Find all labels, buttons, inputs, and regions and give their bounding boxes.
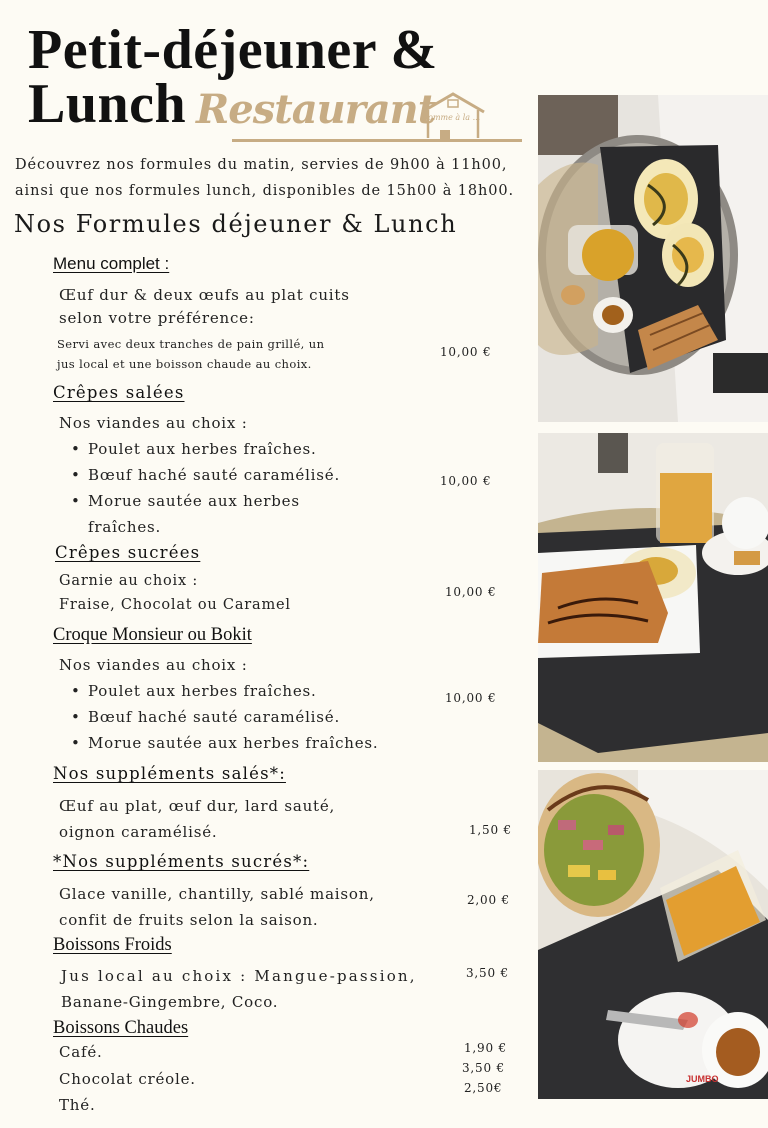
boissons-froids-price: 3,50 € bbox=[466, 966, 509, 980]
crepes-salees-intro: Nos viandes au choix : bbox=[59, 414, 248, 432]
breakfast-photo bbox=[538, 95, 768, 422]
supp-sales-title: Nos suppléments salés*: bbox=[53, 764, 286, 783]
intro-line2: ainsi que nos formules lunch, disponibles de 15h00 à 18h00. bbox=[15, 183, 515, 199]
boissons-froids-line2: Banane-Gingembre, Coco. bbox=[61, 993, 279, 1011]
crepes-sucrees-line1: Garnie au choix : bbox=[59, 573, 199, 589]
crepes-salees-item: • Bœuf haché sauté caramélisé. bbox=[88, 466, 340, 484]
page-title-line2: Lunch bbox=[28, 73, 187, 135]
crepe-photo bbox=[538, 433, 768, 762]
croque-title: Croque Monsieur ou Bokit bbox=[53, 625, 252, 645]
croque-intro: Nos viandes au choix : bbox=[59, 656, 248, 674]
boissons-chaudes-price: 1,90 € bbox=[464, 1041, 507, 1055]
boissons-chaudes-title: Boissons Chaudes bbox=[53, 1018, 189, 1038]
croque-item: • Poulet aux herbes fraîches. bbox=[88, 682, 317, 700]
boissons-chaudes-price: 3,50 € bbox=[462, 1061, 505, 1075]
supp-sales-line1: Œuf au plat, œuf dur, lard sauté, bbox=[59, 797, 336, 815]
croque-item: • Bœuf haché sauté caramélisé. bbox=[88, 708, 340, 726]
crepes-salees-price: 10,00 € bbox=[440, 474, 492, 488]
boissons-chaudes-item: Café. bbox=[59, 1043, 103, 1061]
supp-sales-price: 1,50 € bbox=[469, 823, 512, 837]
croque-item: • Morue sautée aux herbes fraîches. bbox=[88, 734, 378, 752]
intro-line1: Découvrez nos formules du matin, servies de 9h00 à 11h00, bbox=[15, 157, 508, 173]
boissons-chaudes-price: 2,50€ bbox=[464, 1081, 503, 1095]
menu-complet-small1: Servi avec deux tranches de pain grillé, un bbox=[57, 337, 325, 351]
crepes-salees-item: • Poulet aux herbes fraîches. bbox=[88, 440, 317, 458]
menu-complet-price: 10,00 € bbox=[440, 345, 492, 359]
crepes-sucrees-title: Crêpes sucrées bbox=[55, 543, 201, 562]
crepes-salees-title: Crêpes salées bbox=[53, 383, 185, 402]
boissons-chaudes-item: Chocolat créole. bbox=[59, 1070, 196, 1088]
supp-sucres-price: 2,00 € bbox=[467, 893, 510, 907]
boissons-froids-line1: Jus local au choix : Mangue-passion, bbox=[61, 967, 417, 985]
section-title: Nos Formules déjeuner & Lunch bbox=[14, 210, 458, 238]
menu-complet-line1: Œuf dur & deux œufs au plat cuits bbox=[59, 286, 350, 304]
supp-sucres-line1: Glace vanille, chantilly, sablé maison, bbox=[59, 885, 375, 903]
supp-sales-line2: oignon caramélisé. bbox=[59, 823, 218, 841]
bokit-photo bbox=[538, 770, 768, 1099]
crepes-salees-item: • Morue sautée aux herbes bbox=[88, 492, 300, 510]
supp-sucres-line2: confit de fruits selon la saison. bbox=[59, 911, 319, 929]
supp-sucres-title: *Nos suppléments sucrés*: bbox=[53, 852, 310, 871]
menu-complet-small2: jus local et une boisson chaude au choix. bbox=[57, 357, 312, 371]
crepes-sucrees-line2: Fraise, Chocolat ou Caramel bbox=[59, 597, 291, 613]
jumbo-cup-text: JUMBO bbox=[686, 1074, 719, 1084]
crepes-sucrees-price: 10,00 € bbox=[445, 585, 497, 599]
croque-price: 10,00 € bbox=[445, 691, 497, 705]
menu-complet-title: Menu complet : bbox=[53, 254, 170, 273]
menu-complet-line2: selon votre préférence: bbox=[59, 309, 255, 327]
crepes-salees-item-cont: fraîches. bbox=[88, 518, 162, 536]
boissons-froids-title: Boissons Froids bbox=[53, 935, 172, 955]
boissons-chaudes-item: Thé. bbox=[59, 1096, 96, 1114]
page-title-line1: Petit-déjeuner & bbox=[28, 19, 438, 81]
brand-name: Restaurant bbox=[196, 86, 436, 133]
brand-small-text: Comme à la ... bbox=[422, 113, 481, 122]
